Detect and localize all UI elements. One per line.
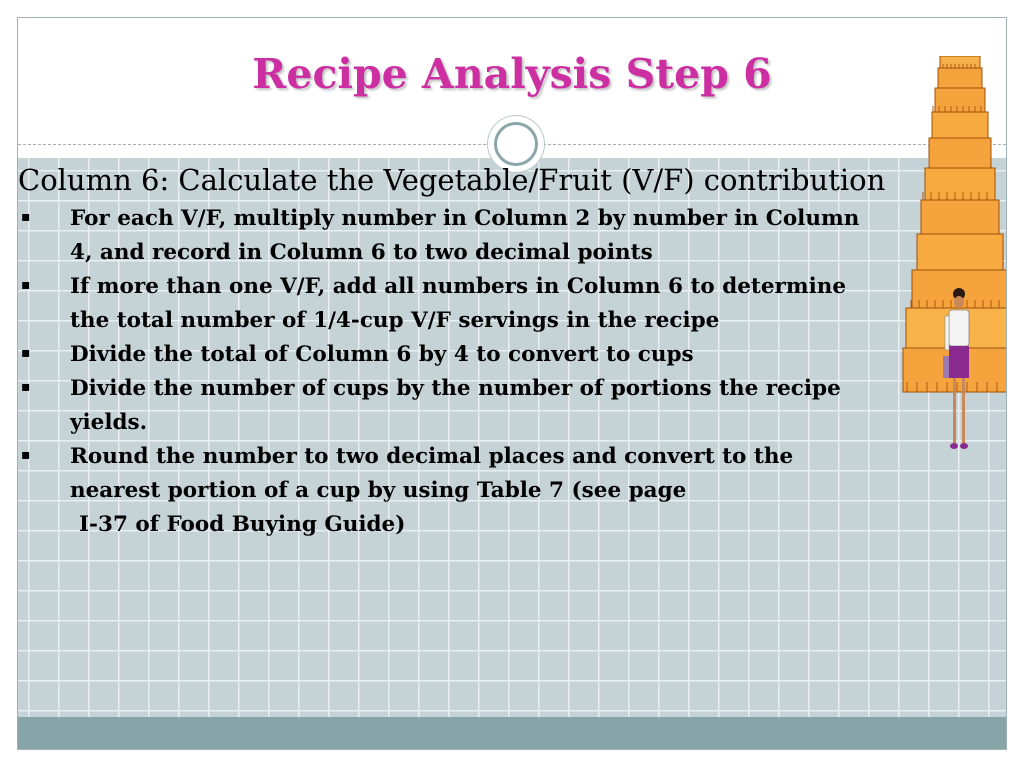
bullet-item	[18, 270, 888, 338]
slide-body	[18, 162, 888, 542]
square-bullet-icon: ▪	[21, 379, 31, 395]
bullet-item	[18, 202, 888, 270]
bullet-item	[18, 338, 888, 372]
square-bullet-icon: ▪	[21, 277, 31, 293]
square-bullet-icon: ▪	[21, 447, 31, 463]
bullet-text: For each V/F, multiply number in Column 2 by number in Column 4, and record in Column 6 to two decimal points	[70, 206, 860, 265]
staircase-figure	[883, 56, 1007, 476]
bullet-text: Divide the number of cups by the number of portions the recipe yields.	[70, 376, 841, 435]
bullet-item	[18, 440, 888, 508]
slide-title: Recipe Analysis Step 6	[252, 50, 772, 98]
square-bullet-icon: ▪	[21, 209, 31, 225]
bullet-continuation: I-37 of Food Buying Guide)	[79, 512, 406, 537]
footer-band	[18, 717, 1006, 750]
ornament-ring	[494, 122, 538, 166]
bullet-text: Divide the total of Column 6 by 4 to convert to cups	[70, 342, 694, 367]
square-bullet-icon: ▪	[21, 345, 31, 361]
bullet-text: If more than one V/F, add all numbers in Column 6 to determine the total number of 1/4-cup V/F servings in the recipe	[70, 274, 847, 333]
bullet-item	[18, 372, 888, 440]
bullet-text: Round the number to two decimal places and convert to the nearest portion of a cup by using Table 7 (see page	[70, 444, 794, 503]
section-heading: Column 6: Calculate the Vegetable/Fruit (V/F) contribution	[18, 163, 886, 197]
